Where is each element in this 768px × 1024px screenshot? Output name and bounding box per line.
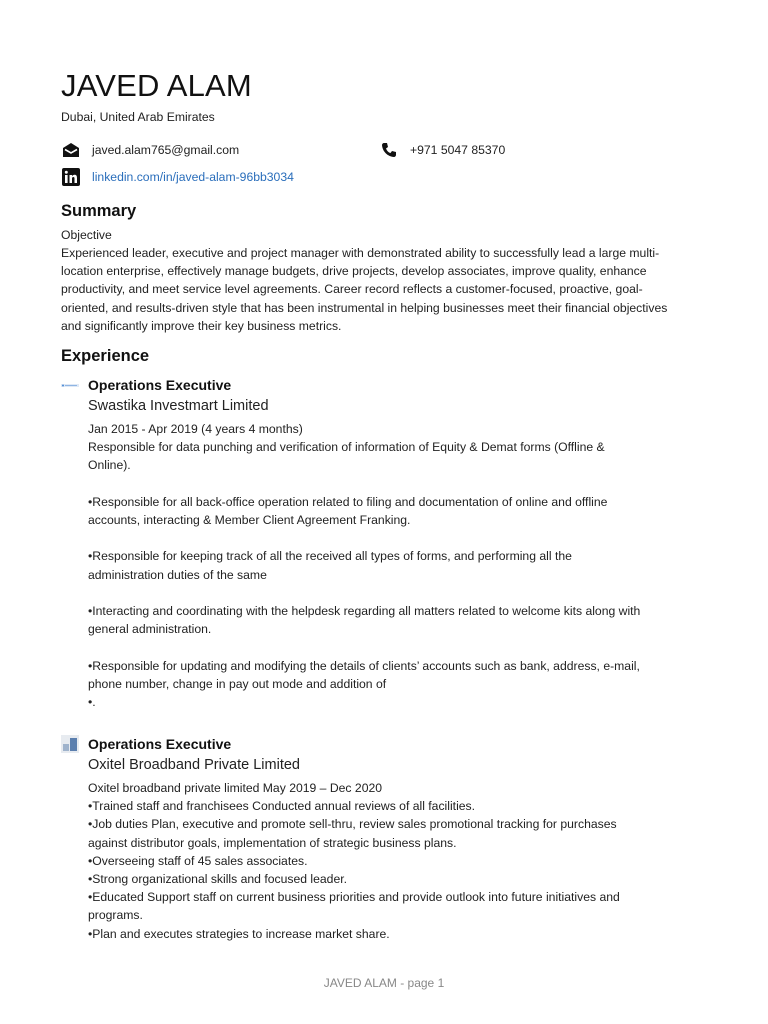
company-name: Oxitel Broadband Private Limited [88,757,300,773]
summary-line: location enterprise, effectively manage budgets, drive projects, develop associates, improve quality, enhance [61,264,647,279]
job-line: •Overseeing staff of 45 sales associates. [88,853,308,868]
candidate-name: JAVED ALAM [61,68,252,103]
company-logo-icon [61,376,79,394]
job-line: •Trained staff and franchisees Conducted annual reviews of all facilities. [88,799,476,814]
job-description [88,779,648,943]
email-row [61,140,239,159]
job-line: •Plan and executes strategies to increase market share. [88,926,390,941]
job-line: •Job duties Plan, executive and promote sell-thru, review sales promotional tracking for purchases [88,817,617,832]
summary-body [61,244,701,335]
job-description [88,420,648,711]
page-footer: JAVED ALAM - page 1 [323,976,445,990]
job-line: Responsible for data punching and verification of information of Equity & Demat forms (Offline & [88,440,605,455]
spacer [88,638,648,656]
spacer [88,584,648,602]
spacer [88,475,648,493]
job-line: against distributor goals, implementation of strategic business plans. [88,835,457,850]
job-line: Jan 2015 - Apr 2019 (4 years 4 months) [88,422,303,436]
phone-text[interactable]: +971 5047 85370 [410,142,506,157]
linkedin-icon [61,167,80,186]
job-line: phone number, change in pay out mode and addition of [88,676,387,691]
job-line: Oxitel broadband private limited May 2019 – Dec 2020 [88,781,383,795]
experience-heading: Experience [61,347,150,365]
linkedin-row [61,167,294,186]
job-line: •Educated Support staff on current business priorities and provide outlook into future initiatives and [88,890,620,905]
job-line: administration duties of the same [88,567,267,582]
candidate-location: Dubai, United Arab Emirates [61,110,215,124]
job-title: Operations Executive [88,377,232,393]
job-line: •Responsible for all back-office operation related to filing and documentation of online and offline [88,494,608,509]
job-line: general administration. [88,622,212,637]
email-text[interactable]: javed.alam765@gmail.com [92,142,240,157]
summary-line: Experienced leader, executive and project manager with demonstrated ability to successfully lead a large multi- [61,246,660,260]
summary-subtitle: Objective [61,228,112,242]
envelope-icon [61,140,80,159]
summary-line: oriented, and results-driven style that has been instrumental in helping businesses meet their financial objectives [61,300,668,315]
job-line: •Interacting and coordinating with the helpdesk regarding all matters related to welcome kits along with [88,603,641,618]
job-line: •Strong organizational skills and focused leader. [88,872,348,887]
spacer [88,529,648,547]
job-line: programs. [88,908,143,923]
phone-row [379,140,505,159]
summary-line: and significantly improve their key business metrics. [61,318,342,333]
job-title: Operations Executive [88,736,232,752]
job-line: Online). [88,458,131,473]
job-line: •. [88,694,96,709]
job-line: accounts, interacting & Member Client Agreement Franking. [88,513,411,527]
job-line: •Responsible for updating and modifying the details of clients’ accounts such as bank, address, e-mail, [88,658,640,673]
summary-heading: Summary [61,202,137,220]
job-line: •Responsible for keeping track of all the received all types of forms, and performing all the [88,549,572,564]
company-logo-icon [61,735,79,753]
company-name: Swastika Investmart Limited [88,398,269,414]
linkedin-link[interactable]: linkedin.com/in/javed-alam-96bb3034 [92,169,294,184]
summary-line: productivity, and meet service level agreements. Career record reflects a customer-focused, proactive, goal- [61,282,643,297]
phone-icon [379,140,398,159]
